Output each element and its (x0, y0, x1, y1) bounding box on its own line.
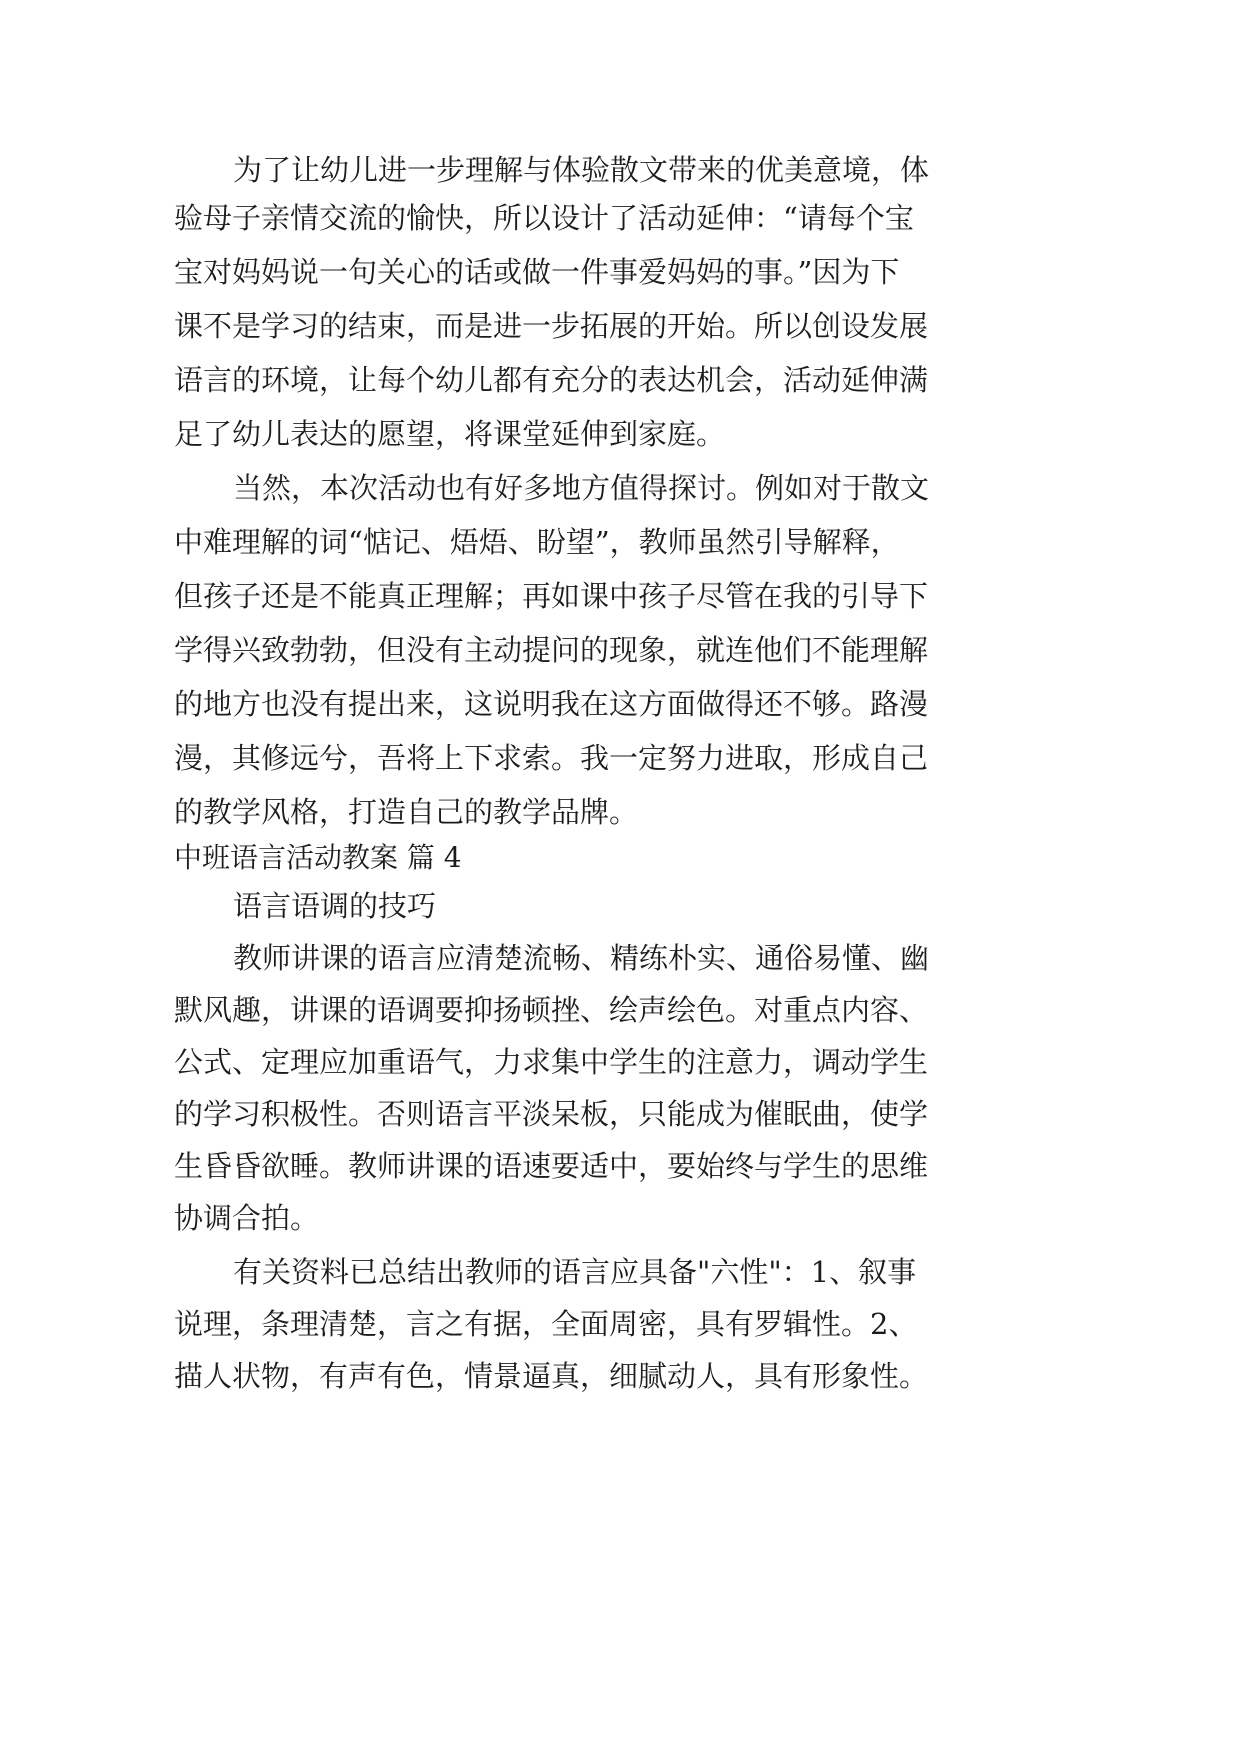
text-line: 的教学风格，打造自己的教学品牌。 (174, 795, 639, 829)
text-line: 课不是学习的结束，而是进一步拓展的开始。所以创设发展 (174, 309, 929, 343)
text-line: 有关资料已总结出教师的语言应具备"六性"：1、叙事 (233, 1255, 917, 1289)
text-line: 为了让幼儿进一步理解与体验散文带来的优美意境，体 (233, 153, 930, 187)
text-line: 宝对妈妈说一句关心的话或做一件事爱妈妈的事。”因为下 (174, 255, 900, 289)
text-line: 教师讲课的语言应清楚流畅、精练朴实、通俗易懂、幽 (233, 941, 930, 975)
text-line: 描人状物，有声有色，情景逼真，细腻动人，具有形象性。 (174, 1359, 929, 1393)
text-line: 漫，其修远兮，吾将上下求索。我一定努力进取，形成自己 (174, 741, 929, 775)
subheading: 语言语调的技巧 (233, 889, 437, 923)
text-line: 中难理解的词“惦记、焐焐、盼望”，教师虽然引导解释， (174, 525, 900, 559)
text-line: 当然，本次活动也有好多地方值得探讨。例如对于散文 (233, 471, 930, 505)
text-line: 但孩子还是不能真正理解；再如课中孩子尽管在我的引导下 (174, 579, 929, 613)
text-line: 足了幼儿表达的愿望，将课堂延伸到家庭。 (174, 417, 726, 451)
text-line: 生昏昏欲睡。教师讲课的语速要适中，要始终与学生的思维 (174, 1149, 929, 1183)
text-line: 协调合拍。 (174, 1201, 320, 1235)
text-line: 说理，条理清楚，言之有据，全面周密，具有罗辑性。2、 (174, 1307, 918, 1341)
section-heading: 中班语言活动教案 篇 4 (174, 841, 462, 874)
text-line: 默风趣，讲课的语调要抑扬顿挫、绘声绘色。对重点内容、 (174, 993, 929, 1027)
text-line: 公式、定理应加重语气，力求集中学生的注意力，调动学生 (174, 1045, 929, 1079)
text-line: 语言的环境，让每个幼儿都有充分的表达机会，活动延伸满 (174, 363, 929, 397)
text-line: 的地方也没有提出来，这说明我在这方面做得还不够。路漫 (174, 687, 929, 721)
text-line: 学得兴致勃勃，但没有主动提问的现象，就连他们不能理解 (174, 633, 929, 667)
text-line: 验母子亲情交流的愉快，所以设计了活动延伸：“请每个宝 (174, 201, 914, 235)
text-line: 的学习积极性。否则语言平淡呆板，只能成为催眠曲，使学 (174, 1097, 929, 1131)
